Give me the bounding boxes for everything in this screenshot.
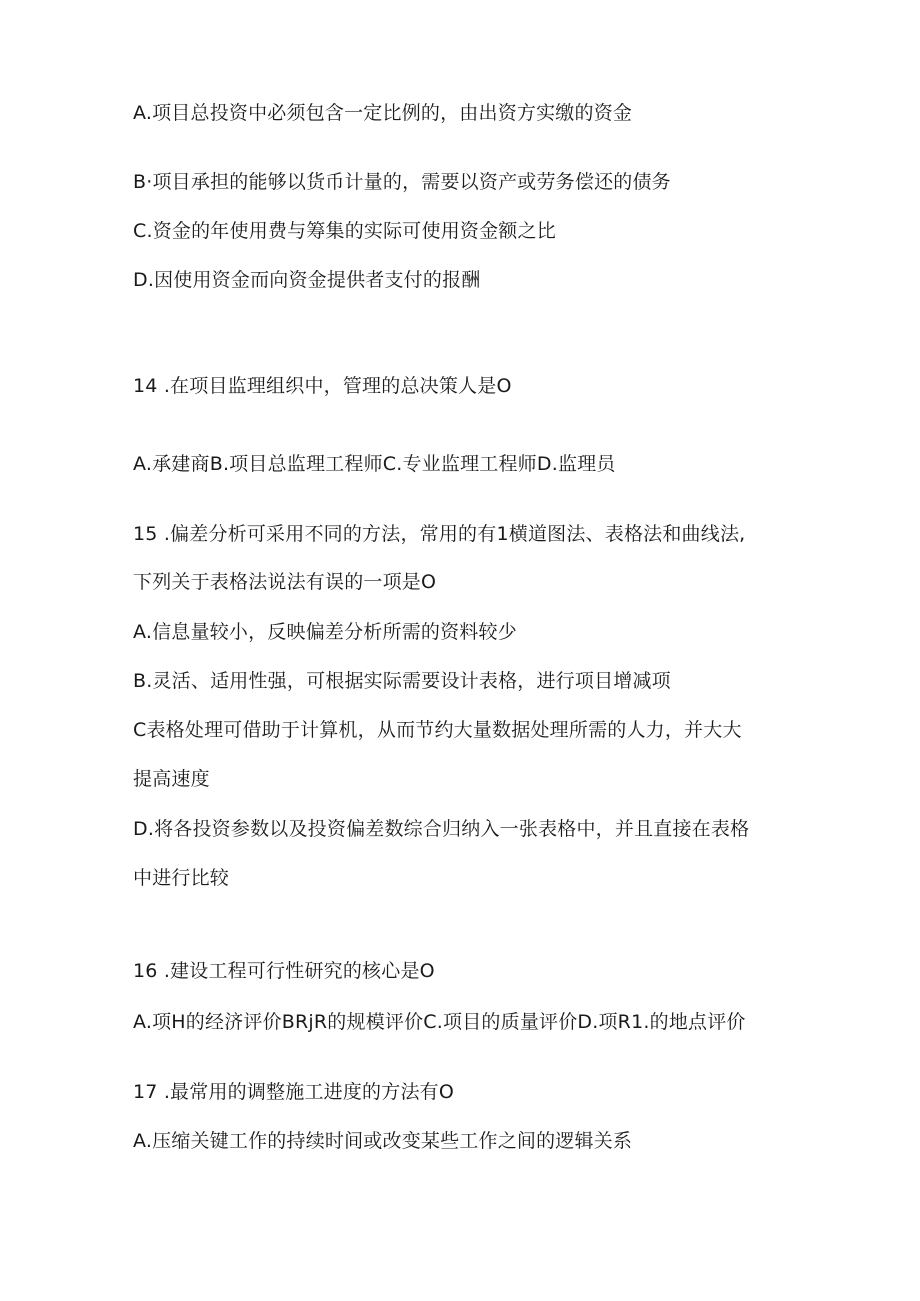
option-d-q13: D.因使用资金而向资金提供者支付的报酬 (133, 269, 481, 291)
option-a-q17: A.压缩关键工作的持续时间或改变某些工作之间的逻辑关系 (133, 1130, 633, 1152)
question-15: 15 .偏差分析可采用不同的方法，常用的有1横道图法、表格法和曲线法, (133, 523, 746, 545)
question-16: 16 .建设工程可行性研究的核心是O (133, 960, 435, 982)
option-d-q15-cont: 中进行比较 (133, 867, 230, 889)
options-q14: A.承建商B.项目总监理工程师C.专业监理工程师D.监理员 (133, 453, 616, 475)
option-b-q15: B.灵活、适用性强，可根据实际需要设计表格，进行项目增减项 (133, 670, 671, 692)
option-a-q13: A.项目总投资中必须包含一定比例的，由出资方实缴的资金 (133, 102, 633, 124)
question-15-cont: 下列关于表格法说法有误的一项是O (133, 571, 437, 593)
option-c-q13: C.资金的年使用费与筹集的实际可使用资金额之比 (133, 220, 556, 242)
options-q16: A.项H的经济评价BRjR的规模评价C.项目的质量评价D.项R1.的地点评价 (133, 1011, 746, 1033)
option-d-q15: D.将各投资参数以及投资偏差数综合归纳入一张表格中，并且直接在表格 (133, 818, 750, 840)
option-c-q15: C表格处理可借助于计算机，从而节约大量数据处理所需的人力，并大大 (133, 719, 742, 741)
option-b-q13: B·项目承担的能够以货币计量的，需要以资产或劳务偿还的债务 (133, 171, 671, 193)
option-c-q15-cont: 提高速度 (133, 768, 210, 790)
option-a-q15: A.信息量较小，反映偏差分析所需的资料较少 (133, 621, 517, 643)
question-14: 14 .在项目监理组织中，管理的总决策人是O (133, 375, 512, 397)
question-17: 17 .最常用的调整施工进度的方法有O (133, 1081, 455, 1103)
